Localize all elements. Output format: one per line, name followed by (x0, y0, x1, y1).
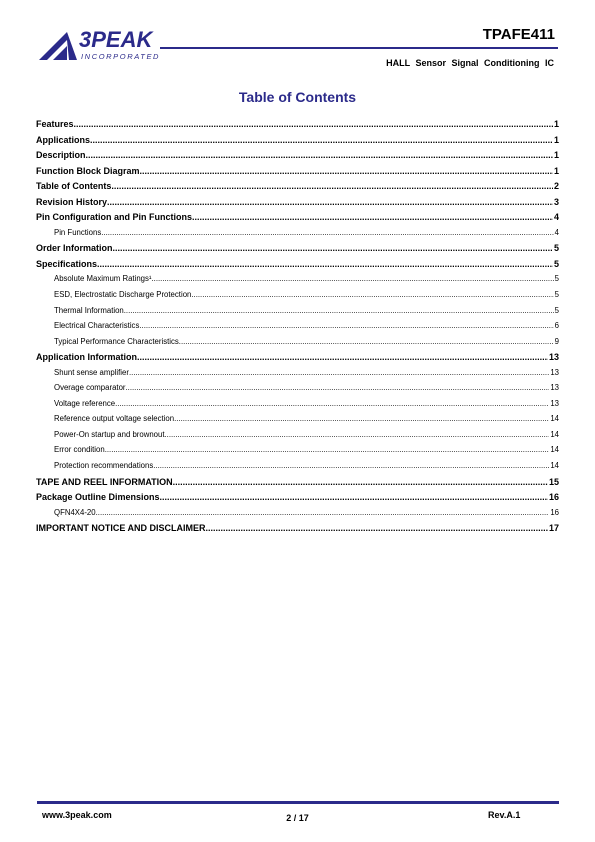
toc-entry-page: 14 (550, 414, 559, 424)
footer-revision: Rev.A.1 (488, 810, 521, 820)
toc-entry-label: Power-On startup and brownout (54, 429, 165, 439)
toc-entry-page: 15 (548, 476, 559, 487)
toc-entry[interactable] (36, 197, 559, 213)
logo-mark-icon (37, 26, 81, 62)
logo-wordmark: 3PEAK (79, 27, 153, 52)
toc-entry-page: 1 (553, 119, 559, 129)
table-of-contents (36, 119, 559, 539)
toc-entry-label: Pin Configuration and Pin Functions (36, 212, 192, 223)
toc-leader-dots (115, 399, 549, 408)
toc-entry-page: 5 (553, 243, 559, 254)
toc-entry[interactable] (36, 259, 559, 275)
toc-entry-page: 6 (554, 321, 559, 331)
toc-entry-page: 3 (553, 196, 559, 207)
footer-website[interactable]: www.3peak.com (42, 810, 112, 820)
toc-entry[interactable] (36, 306, 559, 322)
toc-entry-label: Specifications (36, 258, 98, 269)
toc-entry-label: Typical Performance Characteristics (54, 336, 179, 346)
toc-entry-label: IMPORTANT NOTICE AND DISCLAIMER (36, 523, 206, 534)
toc-entry[interactable] (36, 414, 559, 430)
toc-entry-page: 16 (550, 507, 559, 517)
toc-entry-label: Function Block Diagram (36, 165, 140, 176)
toc-leader-dots (165, 430, 550, 439)
toc-entry-page: 4 (554, 227, 559, 237)
toc-leader-dots (97, 259, 553, 269)
toc-entry-label: QFN4X4-20 (54, 507, 96, 517)
toc-entry-page: 5 (554, 305, 559, 315)
toc-leader-dots (174, 414, 549, 423)
toc-entry-label: Order Information (36, 243, 113, 254)
toc-entry[interactable] (36, 243, 559, 259)
toc-entry[interactable] (36, 508, 559, 524)
toc-entry-label: Package Outline Dimensions (36, 492, 160, 503)
toc-entry[interactable] (36, 352, 559, 368)
company-logo (37, 26, 167, 62)
header-rule (160, 47, 558, 49)
toc-entry[interactable] (36, 150, 559, 166)
toc-entry[interactable] (36, 337, 559, 353)
toc-leader-dots (153, 461, 549, 470)
footer-page-indicator: 2 / 17 (286, 813, 309, 823)
toc-entry-page: 4 (553, 212, 559, 223)
toc-entry-label: Overage comparator (54, 383, 126, 393)
toc-entry-label: Features (36, 119, 74, 129)
toc-leader-dots (191, 290, 553, 299)
toc-entry-label: Revision History (36, 196, 108, 207)
toc-leader-dots (126, 383, 550, 392)
toc-entry[interactable] (36, 445, 559, 461)
toc-entry-label: Application Information (36, 352, 137, 363)
toc-leader-dots (152, 274, 554, 283)
toc-leader-dots (192, 212, 553, 222)
toc-entry-page: 2 (553, 181, 559, 192)
toc-entry-page: 5 (553, 258, 559, 269)
toc-entry-label: Pin Functions (54, 227, 102, 237)
toc-entry[interactable] (36, 383, 559, 399)
toc-entry-page: 14 (550, 429, 559, 439)
toc-leader-dots (105, 445, 550, 454)
toc-entry[interactable] (36, 461, 559, 477)
logo-subtext: INCORPORATED (81, 52, 161, 61)
toc-leader-dots (96, 508, 550, 517)
toc-leader-dots (206, 523, 548, 533)
toc-entry-label: Thermal Information (54, 305, 124, 315)
toc-leader-dots (113, 243, 553, 253)
toc-entry-page: 16 (548, 492, 559, 503)
toc-leader-dots (124, 306, 554, 315)
toc-leader-dots (86, 150, 553, 160)
toc-entry-page: 9 (554, 336, 559, 346)
toc-entry-page: 1 (553, 134, 559, 145)
toc-leader-dots (140, 166, 553, 176)
toc-entry-page: 5 (554, 274, 559, 284)
toc-entry-page: 1 (553, 165, 559, 176)
toc-leader-dots (160, 492, 548, 502)
toc-entry[interactable] (36, 228, 559, 244)
part-number: TPAFE411 (482, 26, 555, 43)
toc-leader-dots (111, 181, 553, 191)
toc-entry-page: 1 (553, 150, 559, 161)
toc-leader-dots (107, 197, 553, 207)
toc-entry[interactable] (36, 212, 559, 228)
toc-entry-page: 5 (554, 290, 559, 300)
toc-entry[interactable] (36, 492, 559, 508)
toc-entry-label: Applications (36, 134, 91, 145)
toc-entry-label: ESD, Electrostatic Discharge Protection (54, 290, 192, 300)
toc-leader-dots (139, 321, 553, 330)
toc-entry[interactable] (36, 166, 559, 182)
toc-entry-page: 17 (548, 523, 559, 534)
toc-entry-label: TAPE AND REEL INFORMATION (36, 476, 173, 487)
toc-entry-label: Absolute Maximum Ratings¹ (54, 274, 152, 284)
toc-entry-label: Error condition (54, 445, 105, 455)
toc-entry[interactable] (36, 477, 559, 493)
toc-entry-label: Voltage reference (54, 398, 116, 408)
toc-leader-dots (173, 477, 548, 487)
toc-entry[interactable] (36, 430, 559, 446)
toc-entry-page: 13 (548, 352, 559, 363)
toc-entry-page: 14 (550, 461, 559, 471)
toc-entry-label: Reference output voltage selection (54, 414, 175, 424)
toc-leader-dots (137, 352, 548, 362)
toc-entry-label: Protection recommendations (54, 461, 154, 471)
toc-entry-label: Table of Contents (36, 181, 112, 192)
toc-entry[interactable] (36, 290, 559, 306)
document-subtitle: HALL Sensor Signal Conditioning IC (386, 58, 554, 68)
toc-entry-page: 14 (550, 445, 559, 455)
footer-rule (37, 801, 559, 804)
toc-entry[interactable] (36, 523, 559, 539)
toc-entry-label: Shunt sense amplifier (54, 367, 129, 377)
toc-entry[interactable] (36, 119, 559, 135)
toc-entry-page: 13 (550, 367, 559, 377)
toc-entry-label: Description (36, 150, 86, 161)
toc-entry[interactable] (36, 399, 559, 415)
toc-leader-dots (74, 119, 553, 129)
toc-leader-dots (90, 135, 553, 145)
toc-entry-page: 13 (550, 398, 559, 408)
toc-entry-page: 13 (550, 383, 559, 393)
toc-leader-dots (129, 368, 549, 377)
toc-leader-dots (179, 337, 554, 346)
toc-entry[interactable] (36, 135, 559, 151)
toc-entry[interactable] (36, 321, 559, 337)
toc-entry[interactable] (36, 274, 559, 290)
toc-heading: Table of Contents (238, 89, 357, 105)
toc-entry-label: Electrical Characteristics (54, 321, 140, 331)
toc-entry[interactable] (36, 181, 559, 197)
toc-leader-dots (101, 228, 553, 237)
toc-entry[interactable] (36, 368, 559, 384)
